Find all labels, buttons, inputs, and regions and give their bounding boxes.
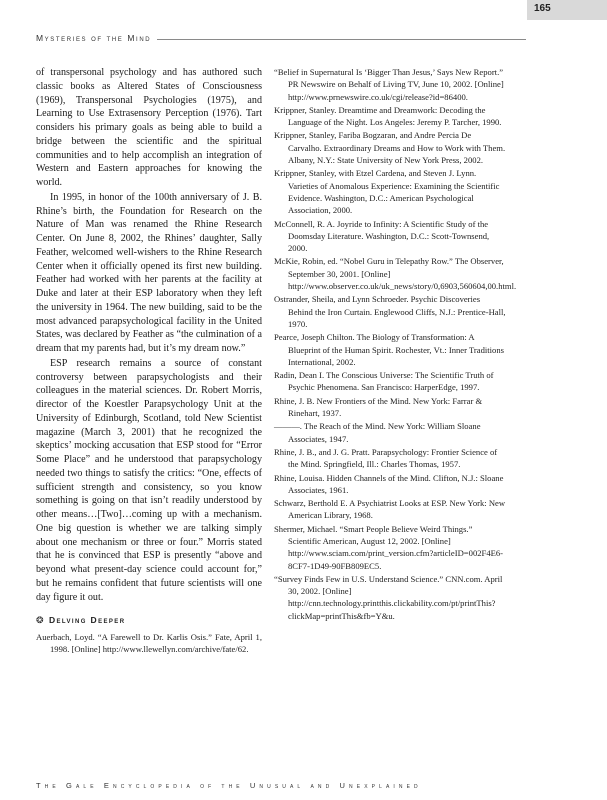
reference-entry: Pearce, Joseph Chilton. The Biology of Transformation: A Blueprint of the Human Spirit. Rochester, Vt.: Inner Traditions International, 2002. xyxy=(274,332,504,367)
reference-entry: Shermer, Michael. “Smart People Believe Weird Things.” Scientific American, August 12, 2002. [Online] http://www.sciam.com/print_version.cfm?articleID=002F4E6-8CF7-1D49-90FB809EC5. xyxy=(274,523,504,571)
body-paragraph: ESP research remains a source of constant controversy between parapsychologists and their colleagues in the material sciences. Dr. Robert Morris, director of the Koestler Parapsychology Unit at the University of Edinburgh, Scotland, told New Scientist magazine (March 3, 2001) that he recognized the skeptics’ mocking accusation that ESP stood for “Error Some Place” and he understood that parapsychology needed two things to satisfy the critics: “One, effects of sufficient strength and consistency, so you know something is going on that isn’t readily understood by other means…[Two]…coming up with a mechanism. One big question is whether we are talking simply about one mechanism or three or four.” Morris stated that he is convinced that ESP is presently “above and beyond what present-day science could account for,” but he remains confident that future scientists will one day figure it out. xyxy=(36,357,262,603)
reference-entry: Radin, Dean I. The Conscious Universe: The Scientific Truth of Psychic Phenomena. San Francisco: HarperEdge, 1997. xyxy=(274,370,494,393)
reference-entry: Krippner, Stanley, Fariba Bogzaran, and Andre Percia De Carvalho. Extraordinary Dreams and How to Work with Them. Albany, N.Y.: State University of New York Press, 2002. xyxy=(274,130,506,166)
reference-entry: Schwarz, Berthold E. A Psychiatrist Looks at ESP. New York: New American Library, 1968. xyxy=(274,498,506,521)
reference-entry: Krippner, Stanley. Dreamtime and Dreamwork: Decoding the Language of the Night. Los Angeles: Jeremy P. Tarcher, 1990. xyxy=(274,104,502,128)
body-paragraph: of transpersonal psychology and has authored such classic books as Altered States of Consciousness (1969), Transpersonal Psychologies (1975), and Learning to Use Extrasensory Perception (1976). Tart considers his primary goals as being able to build a bridge between the scientific and the spiritual communities and to help accomplish an integration of Western and Eastern approaches for knowing the world. xyxy=(36,67,262,188)
left-column xyxy=(36,66,262,656)
section-heading-label: Delving Deeper xyxy=(48,615,126,626)
body-paragraph: In 1995, in honor of the 100th anniversary of J. B. Rhine’s birth, the Foundation for Research on the Nature of Man was renamed the Rhine Research Center. On June 8, 2002, the Rhines’ daughter, Sally Feather, welcomed well-wishers to the Rhine Research Center when it officially opened its first new building. Feather had worked with her parents at the facility at Duke and later at their ESP laboratory when they left the university in 1964. The new building, said to be the most advanced parapsychological facility in the United States, was declared by Feather as “the culmination of a dream that my parents had, but it’s my dream now.” xyxy=(36,191,262,354)
reference-entry: McKie, Robin, ed. “Nobel Guru in Telepathy Row.” The Observer, September 30, 2001. [Online] http://www.observer.co.uk/uk_news/story/0,6903,560604,00.html. xyxy=(274,256,517,292)
reference-entry: Rhine, J. B., and J. G. Pratt. Parapsychology: Frontier Science of the Mind. Springfield, Ill.: Charles Thomas, 1957. xyxy=(274,446,498,470)
reference-entry: McConnell, R. A. Joyride to Infinity: A Scientific Study of the Doomsday Literature. Washington, D.C.: Scott-Townsend, 2000. xyxy=(274,218,490,254)
right-column xyxy=(274,66,517,623)
reference-entry: “Belief in Supernatural Is ‘Bigger Than Jesus,’ Says New Report.” PR Newswire on Behalf of Living TV, June 10, 2002. [Online] http://www.prnewswire.co.uk/cgi/release?id=86400. xyxy=(274,67,504,102)
reference-entry: Krippner, Stanley, with Etzel Cardena, and Steven J. Lynn. Varieties of Anomalous Experience: Examining the Scientific Evidence. Washington, D.C.: American Psychological Association, 2000. xyxy=(274,168,500,216)
running-title: Mysteries of the Mind xyxy=(36,33,157,43)
reference-entry: Ostrander, Sheila, and Lynn Schroeder. Psychic Discoveries Behind the Iron Curtain. Englewood Cliffs, N.J.: Prentice-Hall, 1970. xyxy=(274,294,506,329)
reference-entry: “Survey Finds Few in U.S. Understand Science.” CNN.com. April 30, 2002. [Online] http://cnn.technology.printthis.clickability.com/pt/printThis?clickMap=printThis&fb=Y&u. xyxy=(274,573,503,621)
page-number: 165 xyxy=(534,3,551,14)
reference-entry: ———. The Reach of the Mind. New York: William Sloane Associates, 1947. xyxy=(274,421,481,444)
reference-list xyxy=(36,631,262,656)
reference-entry: Rhine, Louisa. Hidden Channels of the Mind. Clifton, N.J.: Sloane Associates, 1961. xyxy=(274,472,504,495)
running-header xyxy=(0,30,607,50)
reference-entry: Auerbach, Loyd. “A Farewell to Dr. Karlis Osis.” Fate, April 1, 1998. [Online] http://www.llewellyn.com/archive/fate/62. xyxy=(36,632,262,655)
section-bullet-icon: ❂ xyxy=(36,615,45,626)
section-heading xyxy=(36,614,262,628)
reference-entry: Rhine, J. B. New Frontiers of the Mind. New York: Farrar & Rinehart, 1937. xyxy=(274,395,483,419)
running-footer: The Gale Encyclopedia of the Unusual and Unexplained xyxy=(36,781,422,790)
